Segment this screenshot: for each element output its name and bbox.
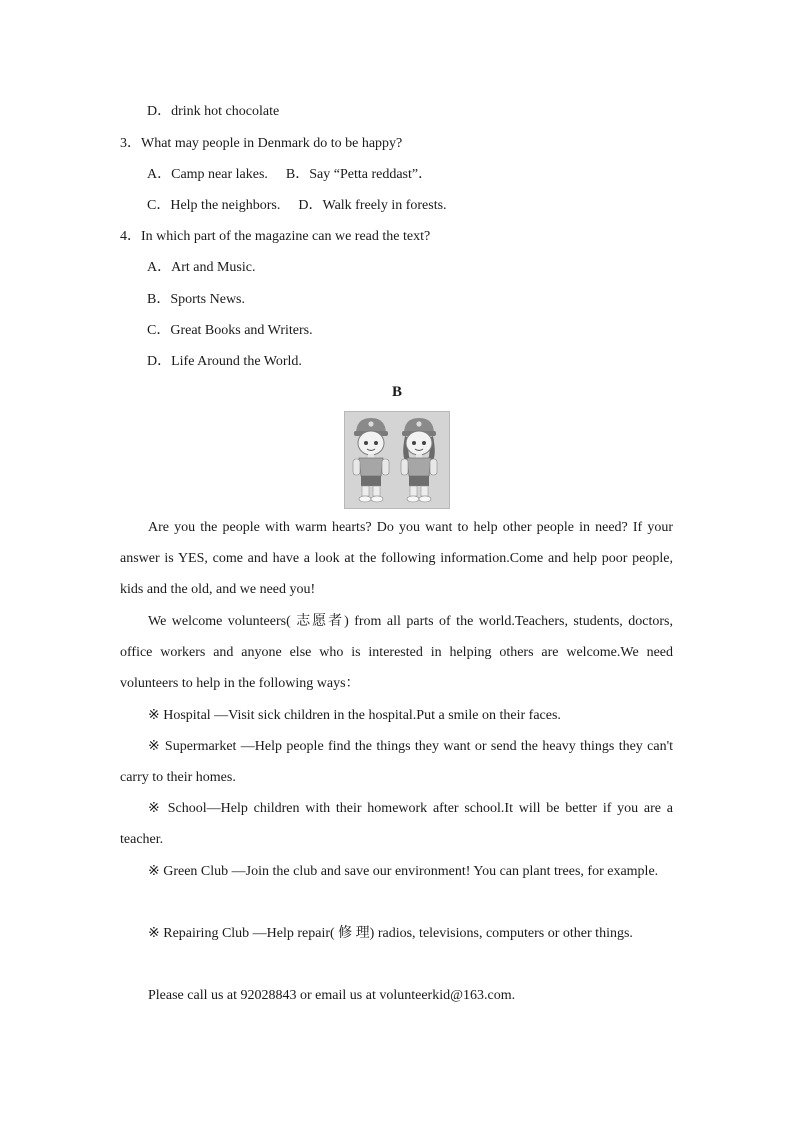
q3-option-d: D．Walk freely in forests. bbox=[298, 198, 447, 213]
list-item-green-club: ※ Green Club —Join the club and save our environment! You can plant trees, for example. bbox=[148, 864, 659, 879]
q3-option-b: B．Say “Petta reddast”． bbox=[285, 167, 433, 182]
q4-option-c: C．Great Books and Writers. bbox=[147, 323, 313, 338]
q3-option-c: C．Help the neighbors. bbox=[147, 198, 281, 213]
question-4: 4．In which part of the magazine can we read the text? bbox=[120, 229, 431, 244]
list-item-hospital: ※ Hospital —Visit sick children in the hospital.Put a smile on their faces. bbox=[148, 708, 561, 723]
q4-option-b: B．Sports News. bbox=[147, 292, 246, 307]
list-item-repairing-club: ※ Repairing Club —Help repair( 修 理) radios, televisions, computers or other things. bbox=[148, 926, 633, 941]
list-item-supermarket: ※ Supermarket —Help people find the things they want or send the heavy things they can't carry to their homes. bbox=[120, 739, 673, 786]
list-item-school: ※ School—Help children with their homework after school.It will be better if you are a teacher. bbox=[120, 801, 673, 848]
volunteer-kids-illustration bbox=[344, 411, 450, 509]
q3-options-row-2 bbox=[147, 197, 447, 215]
contact-line: Please call us at 92028843 or email us at volunteerkid@163.com. bbox=[148, 988, 516, 1003]
q4-option-d: D．Life Around the World. bbox=[147, 354, 302, 369]
question-3: 3．What may people in Denmark do to be happy? bbox=[120, 136, 403, 151]
section-b-heading: B bbox=[391, 384, 402, 400]
q2-option-d: D．drink hot chocolate bbox=[147, 104, 280, 119]
kids-image bbox=[345, 412, 449, 508]
q3-options-row-1 bbox=[147, 166, 432, 184]
passage-paragraph-volunteers: We welcome volunteers( 志愿者) from all parts of the world.Teachers, students, doctors, office workers and anyone else who is interested in helping others are welcome.We need volunteers to help in the following ways： bbox=[120, 614, 673, 692]
q4-option-a: A．Art and Music. bbox=[147, 260, 256, 275]
q3-option-a: A．Camp near lakes. bbox=[147, 167, 268, 182]
passage-paragraph-intro: Are you the people with warm hearts? Do you want to help other people in need? If your answer is YES, come and have a look at the following information.Come and help poor people, kids and the old, and we need you! bbox=[120, 520, 673, 598]
